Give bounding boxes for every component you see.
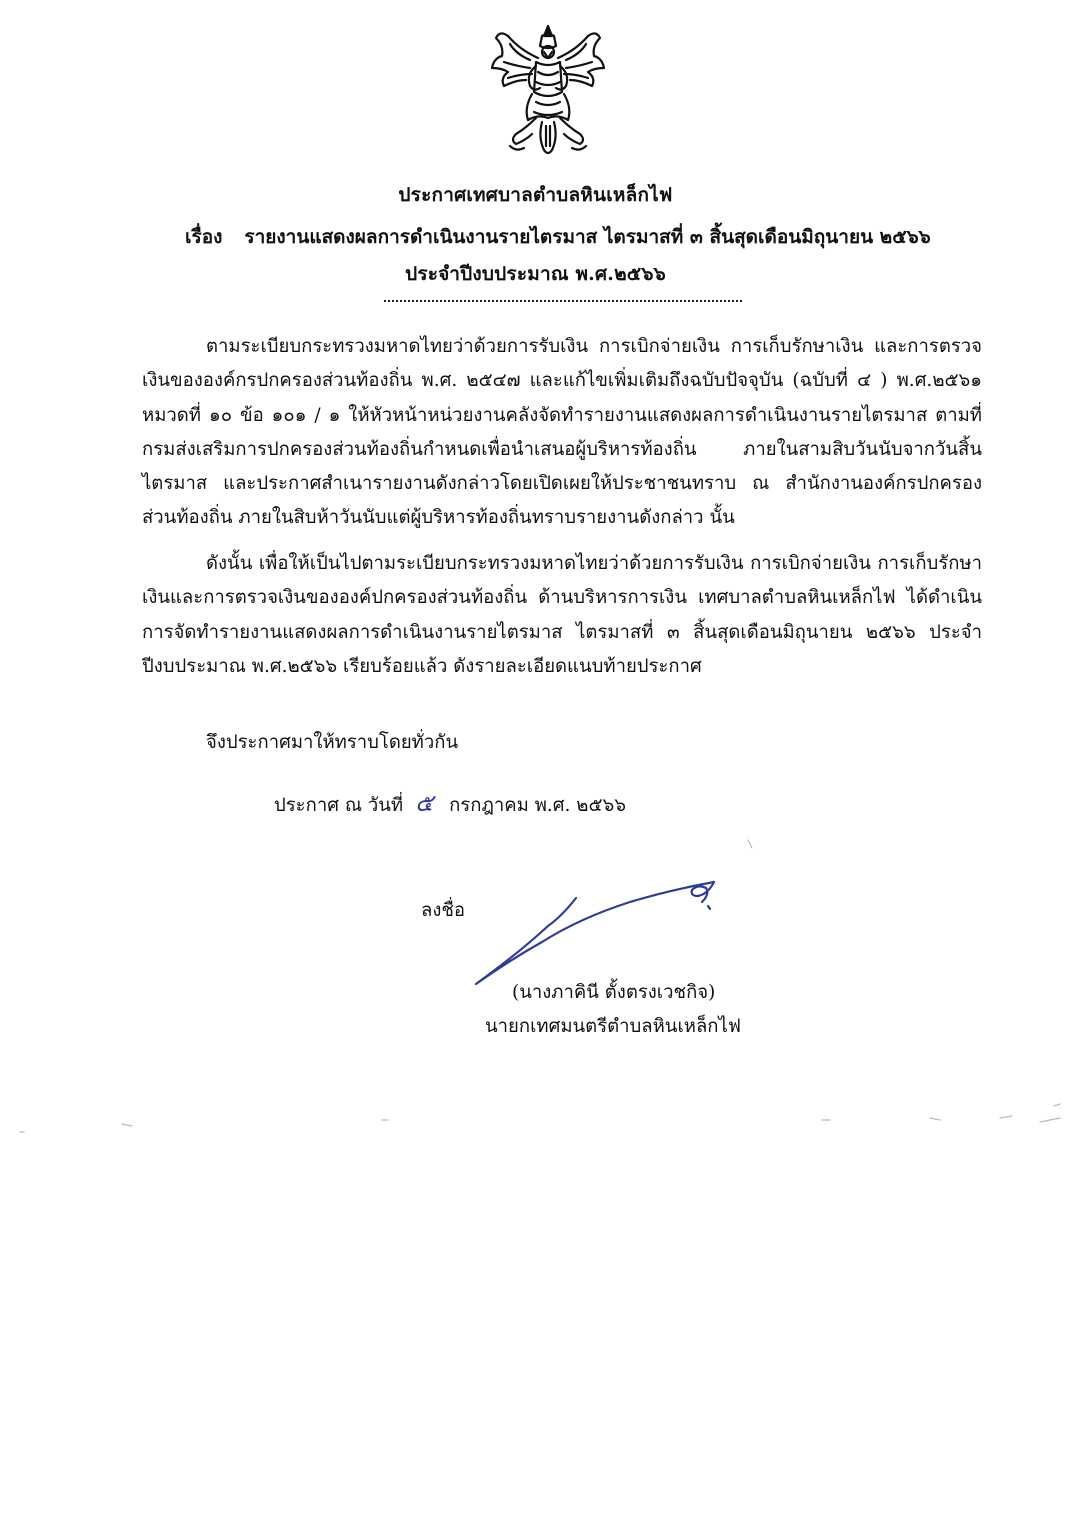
subject-line [185,222,931,252]
signer-position: นายกเทศมนตรีตำบลหินเหล็กไฟ [485,1016,741,1037]
handwritten-signature [470,872,730,992]
garuda-emblem-icon [486,22,610,160]
announcement-date [274,783,626,822]
announcement-title: ประกาศเทศบาลตำบลหินเหล็กไฟ [398,184,673,206]
body-paragraph-2: ดังนั้น เพื่อให้เป็นไปตามระเบียบกระทรวงมหาดไทยว่าด้วยการรับเงิน การเบิกจ่ายเงิน การเก็บรักษาเงินและการตรวจเงินขององค์ปกครองส่วนท้องถิ่น ด้านบริหารการเงิน เทศบาลตำบลหินเหล็กไฟ ได้ดำเนินการจัดทำรายงานแสดงผลการดำเนินงานรายไตรมาส ไตรมาสที่ ๓ สิ้นสุดเดือนมิถุนายน ๒๕๖๖ ประจำปีงบประมาณ พ.ศ.๒๕๖๖ เรียบร้อยแล้ว ดังรายละเอียดแนบท้ายประกาศ [142,553,982,677]
date-prefix: ประกาศ ณ วันที่ [274,795,404,816]
date-month-year: กรกฎาคม พ.ศ. ๒๕๖๖ [449,795,626,816]
signer-name: (นางภาคินี ตั้งตรงเวชกิจ) [512,982,716,1003]
subject-label: เรื่อง [185,226,223,248]
dotted-divider [384,300,742,302]
subject-text: รายงานแสดงผลการดำเนินงานรายไตรมาส ไตรมาสที่ ๓ สิ้นสุดเดือนมิถุนายน ๒๕๖๖ [244,226,931,248]
signature-label: ลงชื่อ [421,900,466,921]
fiscal-year-line: ประจำปีงบประมาณ พ.ศ.๒๕๖๖ [405,263,666,285]
date-day-handwritten: ๕ [415,789,434,817]
closing-line: จึงประกาศมาให้ทราบโดยทั่วกัน [206,732,459,753]
body-paragraph-1: ตามระเบียบกระทรวงมหาดไทยว่าด้วยการรับเงิน การเบิกจ่ายเงิน การเก็บรักษาเงิน และการตรวจเงินขององค์กรปกครองส่วนท้องถิ่น พ.ศ. ๒๕๔๗ และแก้ไขเพิ่มเติมถึงฉบับปัจจุบัน (ฉบับที่ ๔ ) พ.ศ.๒๕๖๑ หมวดที่ ๑๐ ข้อ ๑๐๑ / ๑ ให้หัวหน้าหน่วยงานคลังจัดทำรายงานแสดงผลการดำเนินงานรายไตรมาส ตามที่กรมส่งเสริมการปกครองส่วนท้องถิ่นกำหนดเพื่อนำเสนอผู้บริหารท้องถิ่น ภายในสามสิบวันนับจากวันสิ้นไตรมาส และประกาศสำเนารายงานดังกล่าวโดยเปิดเผยให้ประชาชนทราบ ณ สำนักงานองค์กรปกครองส่วนท้องถิ่น ภายในสิบห้าวันนับแต่ผู้บริหารท้องถิ่นทราบรายงานดังกล่าว นั้น [142,336,982,529]
